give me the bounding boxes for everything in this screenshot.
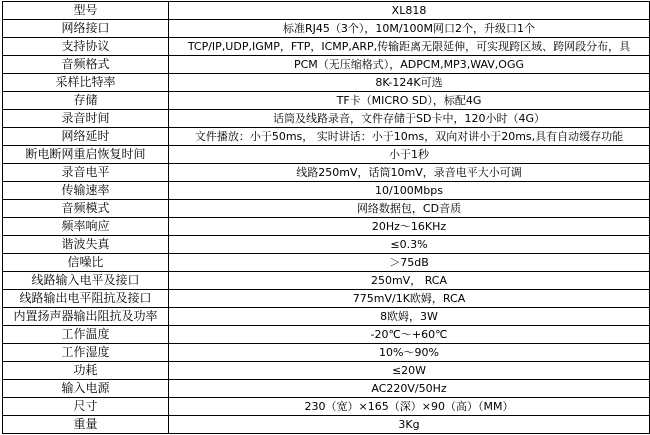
spec-label: 功耗 xyxy=(3,362,169,380)
spec-value: 标准RJ45（3个），10M/100M网口2个，升级口1个 xyxy=(169,20,650,38)
spec-label: 谐波失真 xyxy=(3,236,169,254)
spec-label: 音频格式 xyxy=(3,56,169,74)
spec-value: 250mV， RCA xyxy=(169,272,650,290)
spec-value: 线路250mV，话筒10mV，录音电平大小可调 xyxy=(169,164,650,182)
table-row xyxy=(3,164,650,182)
table-row xyxy=(3,308,650,326)
table-row xyxy=(3,128,650,146)
spec-value: ＞75dB xyxy=(169,254,650,272)
table-row xyxy=(3,2,650,20)
spec-label: 工作湿度 xyxy=(3,344,169,362)
spec-label: 传输速率 xyxy=(3,182,169,200)
spec-value: 话筒及线路录音，文件存储于SD卡中，120小时（4G） xyxy=(169,110,650,128)
spec-value: 20Hz～16KHz xyxy=(169,218,650,236)
table-row xyxy=(3,416,650,434)
table-row xyxy=(3,92,650,110)
spec-value: 230（宽）×165（深）×90（高）（MM） xyxy=(169,398,650,416)
spec-label: 采样比特率 xyxy=(3,74,169,92)
spec-label: 频率响应 xyxy=(3,218,169,236)
spec-value: ≤20W xyxy=(169,362,650,380)
table-row xyxy=(3,362,650,380)
spec-label: 重量 xyxy=(3,416,169,434)
spec-value: XL818 xyxy=(169,2,650,20)
table-row xyxy=(3,344,650,362)
table-row xyxy=(3,20,650,38)
table-row xyxy=(3,290,650,308)
spec-label: 线路输出电平阻抗及接口 xyxy=(3,290,169,308)
spec-label: 支持协议 xyxy=(3,38,169,56)
table-row xyxy=(3,74,650,92)
spec-value: 10/100Mbps xyxy=(169,182,650,200)
table-row xyxy=(3,56,650,74)
spec-value: 775mV/1K欧姆，RCA xyxy=(169,290,650,308)
spec-value: 小于1秒 xyxy=(169,146,650,164)
spec-label: 录音电平 xyxy=(3,164,169,182)
spec-value: TF卡（MICRO SD），标配4G xyxy=(169,92,650,110)
spec-value: 文件播放：小于50ms， 实时讲话：小于10ms，双向对讲小于20ms,具有自动缓存功能 xyxy=(169,128,650,146)
table-row xyxy=(3,380,650,398)
spec-value: 8欧姆，3W xyxy=(169,308,650,326)
table-row xyxy=(3,200,650,218)
table-row xyxy=(3,398,650,416)
spec-label: 网络延时 xyxy=(3,128,169,146)
spec-label: 型号 xyxy=(3,2,169,20)
spec-label: 信噪比 xyxy=(3,254,169,272)
spec-label: 输入电源 xyxy=(3,380,169,398)
spec-value: ≤0.3% xyxy=(169,236,650,254)
table-row xyxy=(3,272,650,290)
spec-value: 3Kg xyxy=(169,416,650,434)
spec-label: 网络接口 xyxy=(3,20,169,38)
spec-label: 录音时间 xyxy=(3,110,169,128)
table-row xyxy=(3,38,650,56)
spec-table xyxy=(2,1,650,434)
spec-value: AC220V/50Hz xyxy=(169,380,650,398)
spec-table-body xyxy=(3,2,650,434)
table-row xyxy=(3,254,650,272)
table-row xyxy=(3,110,650,128)
table-row xyxy=(3,236,650,254)
table-row xyxy=(3,326,650,344)
spec-value: -20℃～+60℃ xyxy=(169,326,650,344)
spec-label: 尺寸 xyxy=(3,398,169,416)
spec-value: PCM（无压缩格式），ADPCM,MP3,WAV,OGG xyxy=(169,56,650,74)
table-row xyxy=(3,218,650,236)
table-row xyxy=(3,182,650,200)
spec-label: 存储 xyxy=(3,92,169,110)
spec-label: 音频模式 xyxy=(3,200,169,218)
spec-label: 断电断网重启恢复时间 xyxy=(3,146,169,164)
spec-value: 网络数据包，CD音质 xyxy=(169,200,650,218)
spec-label: 线路输入电平及接口 xyxy=(3,272,169,290)
spec-label: 内置扬声器输出阻抗及功率 xyxy=(3,308,169,326)
table-row xyxy=(3,146,650,164)
spec-label: 工作温度 xyxy=(3,326,169,344)
spec-value: 8K-124K可选 xyxy=(169,74,650,92)
spec-value: TCP/IP,UDP,IGMP，FTP，ICMP,ARP,传输距离无限延伸，可实现跨区域、跨网段分布，具 xyxy=(169,38,650,56)
spec-value: 10%～90% xyxy=(169,344,650,362)
